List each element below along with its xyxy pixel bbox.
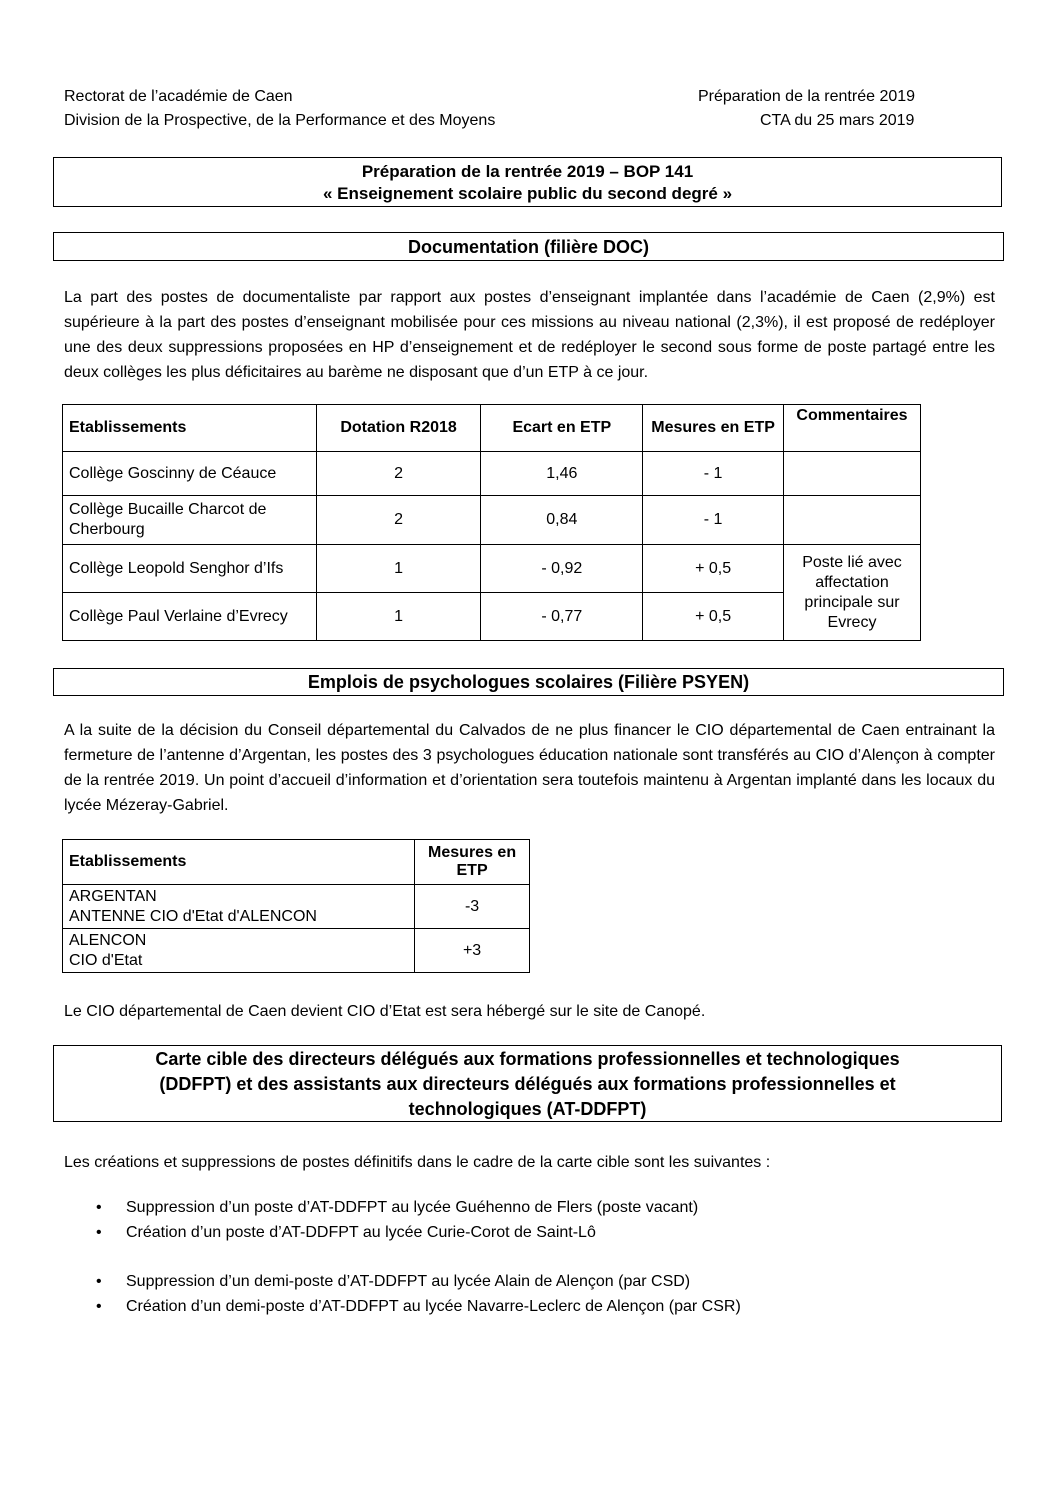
cell-ecart: - 0,92 <box>481 545 643 593</box>
col-header-mesures: Mesures en ETP <box>643 405 784 452</box>
bullet-list-group1 <box>94 1195 698 1245</box>
list-item-text: Suppression d’un poste d’AT-DDFPT au lycée Guéhenno de Flers (poste vacant) <box>126 1199 699 1216</box>
psy-table <box>62 839 530 973</box>
list-item <box>94 1294 741 1319</box>
cell-line-city: ALENCON <box>69 931 147 949</box>
col-header-mesures: Mesures en ETP <box>415 840 530 885</box>
doc-paragraph: La part des postes de documentaliste par rapport aux postes d’enseignant implantée dans l’académie de Caen (2,9%) est supérieure à la part des postes d’enseignant mobilisée pour ces missions au niveau national (2,3%), il est proposé de redéployer une des deux suppressions proposées en HP d’enseignement et de redéployer le second sous forme de poste partagé entre les deux collèges les plus déficitaires au barème ne disposant que d’un ETP à ce jour. <box>64 289 995 381</box>
ddfpt-intro: Les créations et suppressions de postes définitifs dans le cadre de la carte cible sont les suivantes : <box>64 1154 771 1171</box>
header-left <box>64 85 495 133</box>
col-header-etablissements: Etablissements <box>63 840 415 885</box>
list-item <box>94 1269 741 1294</box>
header-right <box>698 85 915 133</box>
table-header-row <box>63 405 921 452</box>
col-header-dotation: Dotation R2018 <box>316 405 481 452</box>
bullet-icon: • <box>96 1224 102 1241</box>
section-title-psy: Emplois de psychologues scolaires (Filière PSYEN) <box>53 668 1004 696</box>
table-row <box>63 545 921 593</box>
cell-dotation: 2 <box>316 496 481 545</box>
psy-paragraph: A la suite de la décision du Conseil départemental du Calvados de ne plus financer le CIO départemental de Caen entrainant la fermeture de l’antenne d’Argentan, les postes des 3 psychologues éducation nationale sont transférés au CIO d’Alençon à compter de la rentrée 2019. Un point d’accueil d’information et d’orientation sera toutefois maintenu à Argentan implanté dans les locaux du lycée Mézeray-Gabriel. <box>64 722 995 814</box>
cell-mesures: + 0,5 <box>643 545 784 593</box>
list-item <box>94 1195 698 1220</box>
table-row <box>63 452 921 496</box>
division-name: Division de la Prospective, de la Performance et des Moyens <box>64 112 496 129</box>
list-item-text: Création d’un demi-poste d’AT-DDFPT au lycée Navarre-Leclerc de Alençon (par CSR) <box>126 1298 741 1315</box>
col-header-commentaires: Commentaires <box>784 405 921 452</box>
cell-commentaire <box>784 452 921 496</box>
cell-mesures: - 1 <box>643 452 784 496</box>
cell-ecart: - 0,77 <box>481 593 643 641</box>
cell-etablissement: Collège Bucaille Charcot de Cherbourg <box>63 496 317 545</box>
bullet-icon: • <box>96 1298 102 1315</box>
meeting-date: CTA du 25 mars 2019 <box>760 112 915 129</box>
cell-etablissement <box>63 885 415 929</box>
doc-table <box>62 404 921 641</box>
cell-line-detail: ANTENNE CIO d'Etat d'ALENCON <box>69 907 317 925</box>
cell-etablissement: Collège Leopold Senghor d’Ifs <box>63 545 317 593</box>
cell-mesures: +3 <box>415 929 530 973</box>
cell-mesures: - 1 <box>643 496 784 545</box>
list-item-text: Suppression d’un demi-poste d’AT-DDFPT au lycée Alain de Alençon (par CSD) <box>126 1273 691 1290</box>
list-item-text: Création d’un poste d’AT-DDFPT au lycée Curie-Corot de Saint-Lô <box>126 1224 596 1241</box>
cell-ecart: 1,46 <box>481 452 643 496</box>
table-row <box>63 929 530 973</box>
table-header-row <box>63 840 530 885</box>
main-title-line2: « Enseignement scolaire public du second degré » <box>322 184 733 203</box>
document-subject: Préparation de la rentrée 2019 <box>698 88 916 105</box>
list-item <box>94 1220 698 1245</box>
ddfpt-title-line3: technologiques (AT-DDFPT) <box>408 1099 647 1119</box>
institution-name: Rectorat de l’académie de Caen <box>64 88 293 105</box>
cell-etablissement: Collège Goscinny de Céauce <box>63 452 317 496</box>
main-title-box <box>53 157 1002 207</box>
table-row <box>63 885 530 929</box>
table-row <box>63 496 921 545</box>
cell-ecart: 0,84 <box>481 496 643 545</box>
ddfpt-title-line1: Carte cible des directeurs délégués aux formations professionnelles et technologiques <box>155 1049 900 1069</box>
cell-dotation: 1 <box>316 593 481 641</box>
cell-mesures: + 0,5 <box>643 593 784 641</box>
cell-line-city: ARGENTAN <box>69 887 157 905</box>
cell-etablissement: Collège Paul Verlaine d’Evrecy <box>63 593 317 641</box>
main-title-line1: Préparation de la rentrée 2019 – BOP 141 <box>361 162 694 181</box>
bullet-icon: • <box>96 1199 102 1216</box>
ddfpt-title-line2: (DDFPT) et des assistants aux directeurs délégués aux formations professionnelles et <box>159 1074 896 1094</box>
section-title-ddfpt <box>53 1045 1002 1122</box>
col-header-ecart: Ecart en ETP <box>481 405 643 452</box>
cell-line-detail: CIO d'Etat <box>69 951 143 969</box>
cell-dotation: 1 <box>316 545 481 593</box>
bullet-list-group2 <box>94 1269 741 1319</box>
cell-mesures: -3 <box>415 885 530 929</box>
cell-etablissement <box>63 929 415 973</box>
cell-commentaire-merged: Poste lié avec affectation principale sur Evrecy <box>784 545 921 641</box>
psy-note: Le CIO départemental de Caen devient CIO d’Etat est sera hébergé sur le site de Canopé. <box>64 1003 706 1020</box>
section-title-doc: Documentation (filière DOC) <box>53 232 1004 261</box>
cell-commentaire <box>784 496 921 545</box>
cell-dotation: 2 <box>316 452 481 496</box>
col-header-etablissements: Etablissements <box>63 405 317 452</box>
bullet-icon: • <box>96 1273 102 1290</box>
